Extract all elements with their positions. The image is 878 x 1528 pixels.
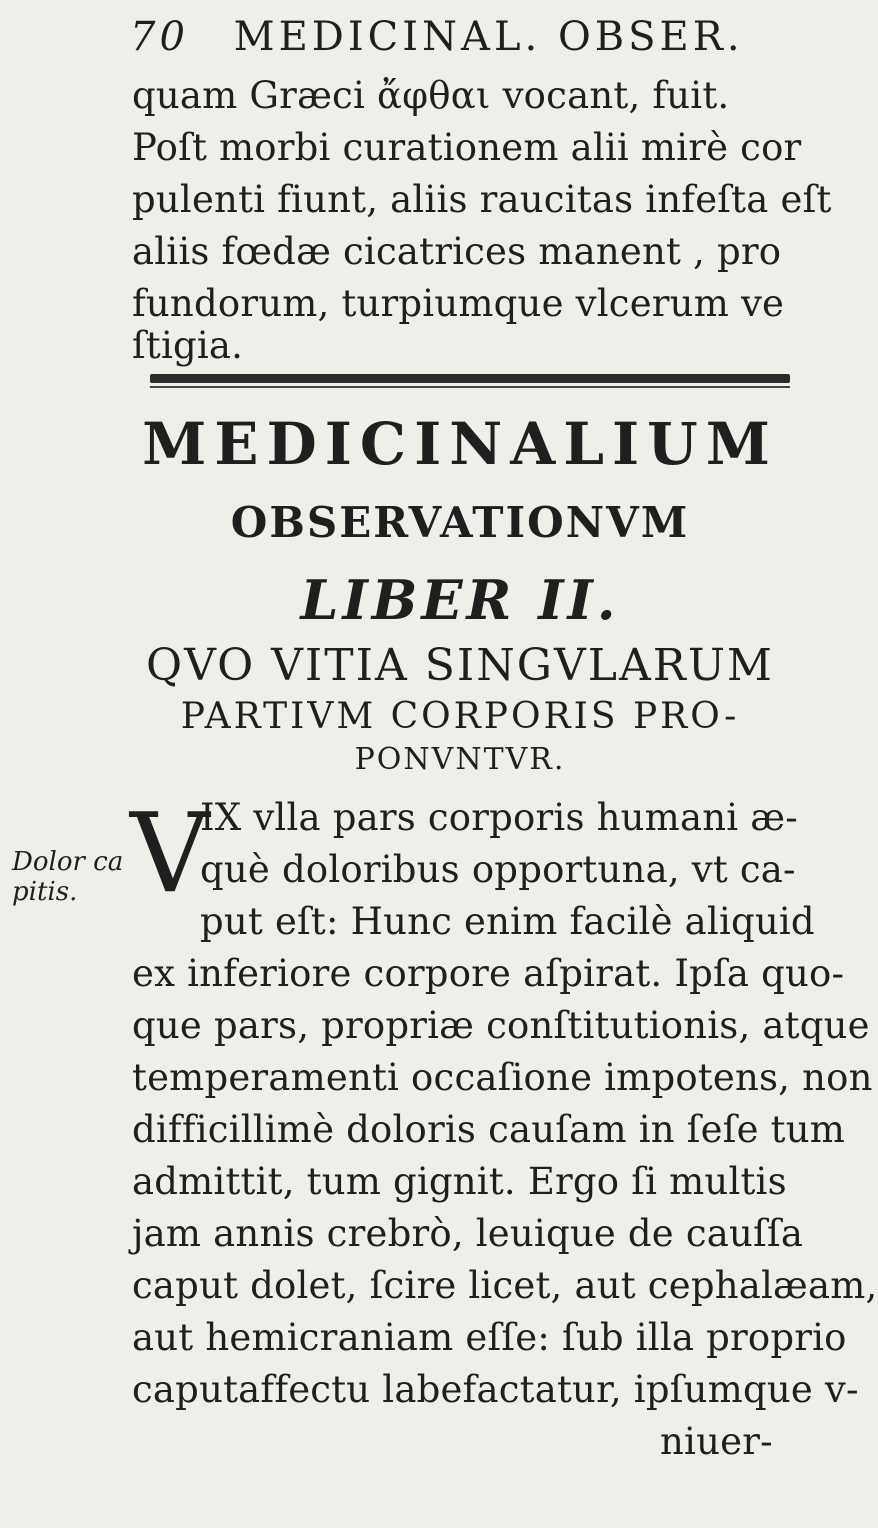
- text-line: quam Græci ἄφθαι vocant, fuit.: [132, 74, 730, 117]
- catchword: niuer-: [660, 1420, 773, 1463]
- book-description-line: QVO VITIA SINGVLARUM: [146, 640, 774, 691]
- text-line: caputaffectu labefactatur, ipſumque v-: [132, 1368, 859, 1411]
- text-line: pulenti fiunt, aliis raucitas infeſta eſt: [132, 178, 832, 221]
- drop-cap: V: [130, 789, 210, 917]
- text-line: ſtigia.: [132, 324, 244, 367]
- text-line: caput dolet, ſcire licet, aut cephalæam,: [132, 1264, 878, 1307]
- text-line: jam annis crebrò, leuique de cauſſa: [132, 1212, 804, 1255]
- text-line: difficillimè doloris cauſam in ſeſe tum: [132, 1108, 846, 1151]
- margin-note: pitis.: [12, 877, 78, 907]
- text-line: put eſt: Hunc enim facilè aliquid: [200, 900, 815, 943]
- margin-note: Dolor ca: [12, 847, 124, 877]
- text-line: Poſt morbi curationem alii mirè cor: [132, 126, 802, 169]
- text-line: ex inferiore corpore aſpirat. Ipſa quo-: [132, 952, 845, 995]
- text-line: fundorum, turpiumque vlcerum ve: [132, 282, 785, 325]
- text-line: aut hemicraniam eſſe: ſub illa proprio: [132, 1316, 847, 1359]
- text-line: temperamenti occaſione impotens, non: [132, 1056, 873, 1099]
- page-number: 70: [130, 14, 189, 60]
- text-line: aliis fœdæ cicatrices manent , pro: [132, 230, 782, 273]
- book-description-line: PONVNTVR.: [354, 742, 566, 777]
- text-line: IX vlla pars corporis humani æ-: [200, 796, 798, 839]
- book-number: LIBER II.: [300, 568, 620, 632]
- page-header: [130, 14, 790, 74]
- running-head: MEDICINAL. OBSER.: [233, 14, 744, 60]
- book-description-line: PARTIVM CORPORIS PRO-: [180, 696, 740, 737]
- text-line: admittit, tum gignit. Ergo ſi multis: [132, 1160, 787, 1203]
- text-line: què doloribus opportuna, vt ca-: [200, 848, 796, 891]
- book-title: MEDICINALIUM: [142, 410, 778, 478]
- text-line: que pars, propriæ conſtitutionis, atque: [132, 1004, 870, 1047]
- section-rule-thin: [150, 386, 790, 388]
- section-rule: [150, 374, 790, 383]
- book-subtitle: OBSERVATIONVM: [230, 498, 690, 547]
